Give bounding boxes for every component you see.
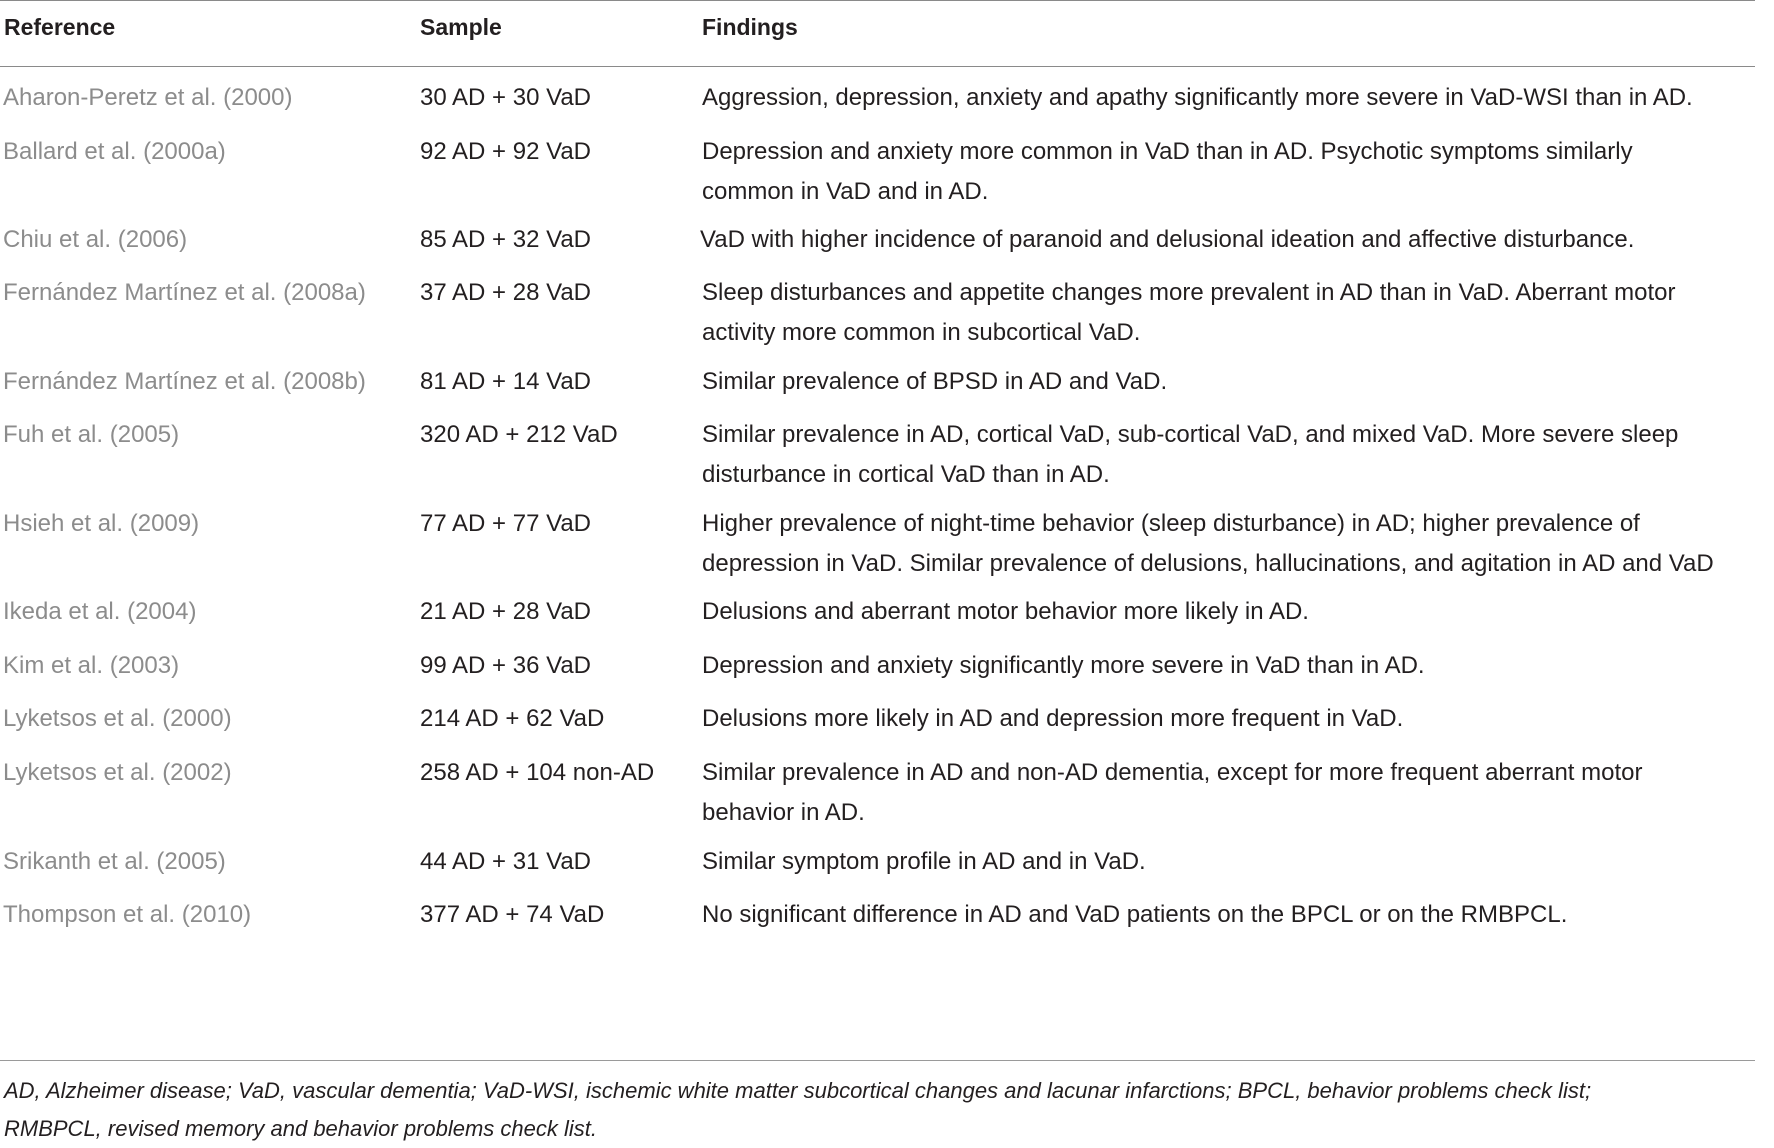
findings-cell (702, 699, 1403, 739)
findings-line: behavior in AD. (702, 799, 865, 826)
reference-cell: Thompson et al. (2010) (3, 901, 252, 928)
findings-line: Aggression, depression, anxiety and apathy significantly more severe in VaD-WSI than in AD. (702, 84, 1693, 111)
sample-cell: 81 AD + 14 VaD (420, 368, 591, 395)
top-rule (0, 0, 1755, 1)
reference-cell: Ballard et al. (2000a) (3, 138, 226, 165)
findings-cell (702, 895, 1567, 935)
sample-cell: 44 AD + 31 VaD (420, 848, 591, 875)
findings-line: Delusions more likely in AD and depression more frequent in VaD. (702, 705, 1404, 732)
header-findings: Findings (702, 14, 798, 40)
findings-line: common in VaD and in AD. (702, 178, 989, 205)
reference-cell: Lyketsos et al. (2002) (3, 759, 232, 786)
findings-line: No significant difference in AD and VaD patients on the BPCL or on the RMBPCL. (702, 901, 1568, 928)
findings-cell (702, 132, 1633, 212)
reference-cell: Fernández Martínez et al. (2008b) (3, 368, 366, 395)
findings-line: Sleep disturbances and appetite changes more prevalent in AD than in VaD. Aberrant motor (702, 279, 1676, 306)
findings-cell (702, 415, 1678, 495)
footnote-line: AD, Alzheimer disease; VaD, vascular dementia; VaD-WSI, ischemic white matter subcortical changes and lacunar infarctions; BPCL, behavior problems check list; (4, 1078, 1592, 1103)
findings-line: Similar prevalence in AD, cortical VaD, sub-cortical VaD, and mixed VaD. More severe sleep (702, 421, 1679, 448)
sample-cell: 21 AD + 28 VaD (420, 598, 591, 625)
findings-line: disturbance in cortical VaD than in AD. (702, 461, 1110, 488)
sample-cell: 92 AD + 92 VaD (420, 138, 591, 165)
findings-line: Similar prevalence in AD and non-AD dementia, except for more frequent aberrant motor (702, 759, 1643, 786)
sample-cell: 77 AD + 77 VaD (420, 510, 591, 537)
reference-cell: Hsieh et al. (2009) (3, 510, 200, 537)
findings-line: Similar symptom profile in AD and in VaD. (702, 848, 1146, 875)
findings-cell (702, 273, 1675, 353)
header-rule (0, 66, 1755, 67)
findings-cell (702, 362, 1167, 402)
header-sample: Sample (420, 14, 502, 40)
findings-cell (702, 504, 1714, 584)
reference-cell: Srikanth et al. (2005) (3, 848, 226, 875)
findings-line: VaD with higher incidence of paranoid and delusional ideation and affective disturbance. (700, 226, 1635, 253)
footnote-line: RMBPCL, revised memory and behavior problems check list. (4, 1116, 598, 1141)
findings-line: Higher prevalence of night-time behavior (sleep disturbance) in AD; higher prevalence of (702, 510, 1640, 537)
findings-line: Delusions and aberrant motor behavior more likely in AD. (702, 598, 1309, 625)
reference-cell: Fuh et al. (2005) (3, 421, 180, 448)
bottom-rule (0, 1060, 1755, 1061)
reference-cell: Chiu et al. (2006) (3, 226, 188, 253)
sample-cell: 320 AD + 212 VaD (420, 421, 618, 448)
header-reference: Reference (4, 14, 116, 40)
table-footnote (4, 1072, 1764, 1148)
sample-cell: 214 AD + 62 VaD (420, 705, 605, 732)
sample-cell: 37 AD + 28 VaD (420, 279, 591, 306)
sample-cell: 99 AD + 36 VaD (420, 652, 591, 679)
sample-cell: 85 AD + 32 VaD (420, 226, 591, 253)
findings-line: Depression and anxiety more common in VaD than in AD. Psychotic symptoms similarly (702, 138, 1633, 165)
findings-cell (702, 753, 1642, 833)
reference-cell: Kim et al. (2003) (3, 652, 180, 679)
findings-line: depression in VaD. Similar prevalence of delusions, hallucinations, and agitation in AD and VaD (702, 550, 1714, 577)
findings-cell (702, 842, 1146, 882)
sample-cell: 258 AD + 104 non-AD (420, 759, 655, 786)
reference-cell: Fernández Martínez et al. (2008a) (3, 279, 366, 306)
reference-cell: Ikeda et al. (2004) (3, 598, 197, 625)
sample-cell: 377 AD + 74 VaD (420, 901, 605, 928)
findings-line: Depression and anxiety significantly more severe in VaD than in AD. (702, 652, 1425, 679)
sample-cell: 30 AD + 30 VaD (420, 84, 591, 111)
findings-cell (700, 220, 1634, 260)
findings-cell (702, 592, 1309, 632)
reference-cell: Lyketsos et al. (2000) (3, 705, 232, 732)
findings-cell (702, 646, 1425, 686)
reference-cell: Aharon-Peretz et al. (2000) (3, 84, 293, 111)
findings-line: Similar prevalence of BPSD in AD and VaD. (702, 368, 1168, 395)
findings-line: activity more common in subcortical VaD. (702, 319, 1141, 346)
findings-cell (702, 78, 1693, 118)
